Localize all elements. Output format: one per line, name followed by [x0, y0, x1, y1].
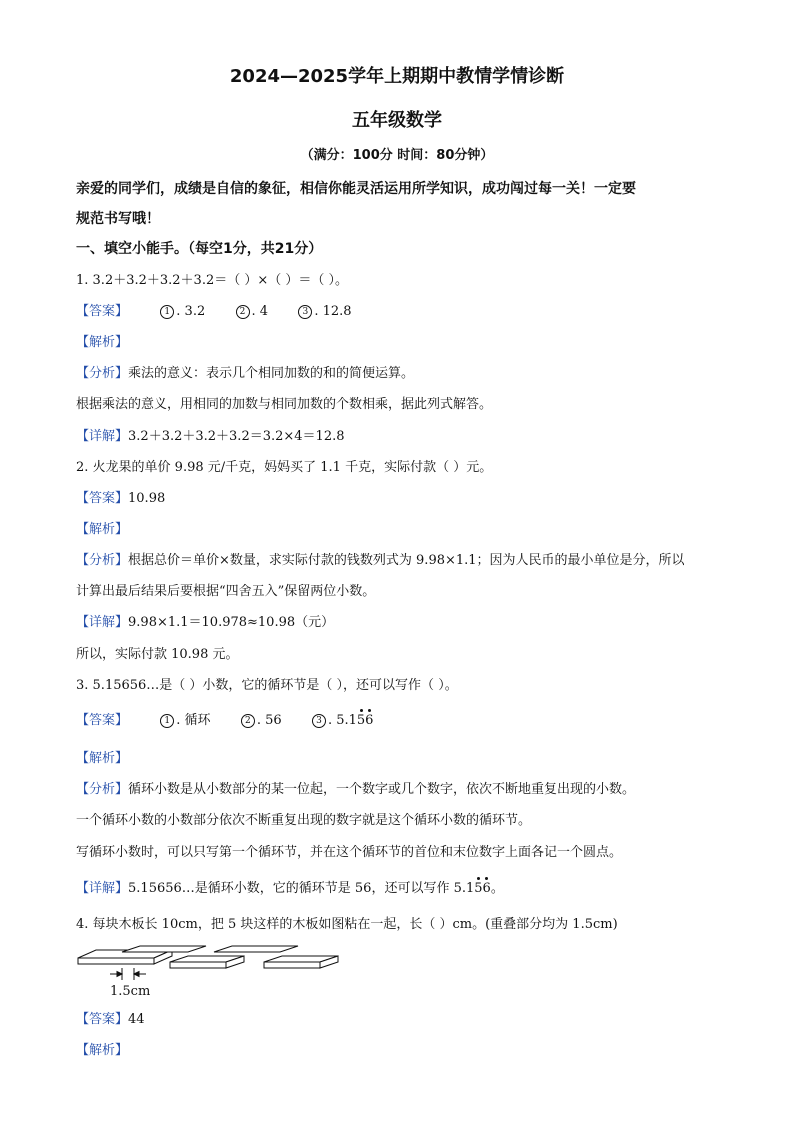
answer-value: . 56 [256, 713, 282, 728]
circled-number: 1 [160, 714, 174, 728]
q3-answer-row [76, 712, 373, 730]
answer-tag: 【答案】 [76, 304, 129, 319]
detail-text: 3.2＋3.2＋3.2＋3.2＝3.2×4＝12.8 [128, 429, 345, 444]
answer-value: 44 [128, 1012, 145, 1027]
question-3: 3. 5.15656…是（ ）小数，它的循环节是（ ），还可以写作（ ）。 [76, 678, 458, 693]
circled-number: 2 [241, 714, 255, 728]
answer-value: 10.98 [128, 491, 166, 506]
analysis-tag: 【解析】 [76, 335, 129, 350]
circled-number: 3 [298, 305, 312, 319]
fenxi-text: 根据总价＝单价×数量，求实际付款的钱数列式为 9.98×1.1；因为人民币的最小单位是分，所以 [128, 553, 685, 568]
q2-answer-row [76, 490, 165, 508]
analysis-tag: 【解析】 [76, 751, 129, 766]
detail-suffix: 。 [490, 881, 504, 896]
q3-fenxi-1 [76, 781, 635, 799]
repeating-digit: 5 [474, 881, 483, 896]
q2-detail [76, 614, 334, 632]
answer-value: . 循环 [176, 713, 211, 728]
analysis-tag: 【解析】 [76, 1043, 129, 1058]
answer-value: . 3.2 [176, 304, 206, 319]
repeating-digit: 6 [365, 713, 374, 728]
circled-number: 2 [236, 305, 250, 319]
page-title: 2024—2025学年上期期中教情学情诊断 [229, 66, 565, 87]
q2-fenxi-1 [76, 552, 685, 570]
repeating-digit: 5 [356, 713, 366, 728]
question-1: 1. 3.2＋3.2＋3.2＋3.2＝（ ）×（ ）＝（ ）。 [76, 273, 349, 288]
answer-value: . 5.1 [327, 713, 357, 728]
intro-line-2: 规范书写哦！ [76, 211, 160, 227]
question-2: 2. 火龙果的单价 9.98 元/千克，妈妈买了 1.1 千克，实际付款（ ）元。 [76, 460, 493, 475]
fenxi-tag: 【分析】 [76, 782, 129, 797]
fenxi-text: 循环小数是从小数部分的某一位起，一个数字或几个数字，依次不断地重复出现的小数。 [128, 782, 636, 797]
detail-text: 9.98×1.1＝10.978≈10.98（元） [128, 615, 335, 630]
q1-detail [76, 428, 345, 446]
fenxi-tag: 【分析】 [76, 366, 129, 381]
repeating-digit: 6 [482, 881, 491, 896]
answer-value: . 4 [251, 304, 269, 319]
q3-fenxi-2: 一个循环小数的小数部分依次不断重复出现的数字就是这个循环小数的循环节。 [76, 813, 532, 828]
page-subtitle: 五年级数学 [352, 110, 442, 131]
answer-tag: 【答案】 [76, 491, 129, 506]
fenxi-tag: 【分析】 [76, 553, 129, 568]
analysis-tag: 【解析】 [76, 522, 129, 537]
q2-conclusion: 所以，实际付款 10.98 元。 [76, 647, 239, 662]
q3-detail [76, 880, 504, 898]
detail-text: 5.15656…是循环小数，它的循环节是 56，还可以写作 5.1 [128, 881, 475, 896]
q3-fenxi-3: 写循环小数时，可以只写第一个循环节，并在这个循环节的首位和末位数字上面各记一个圆点。 [76, 845, 623, 860]
overlap-dimension-marker [110, 968, 146, 980]
intro-line-1: 亲爱的同学们，成绩是自信的象征，相信你能灵活运用所学知识，成功闯过每一关！一定要 [76, 181, 636, 197]
circled-number: 3 [312, 714, 326, 728]
q2-fenxi-2: 计算出最后结果后要根据“四舍五入”保留两位小数。 [76, 584, 376, 599]
board-4 [214, 946, 298, 952]
answer-tag: 【答案】 [76, 713, 129, 728]
q1-fenxi-2: 根据乘法的意义，用相同的加数与相同加数的个数相乘，据此列式解答。 [76, 397, 493, 412]
figure-label: 1.5cm [110, 984, 151, 999]
circled-number: 1 [160, 305, 174, 319]
fenxi-text: 乘法的意义：表示几个相同加数的和的简便运算。 [128, 366, 415, 381]
board-1-front [78, 958, 154, 964]
q1-fenxi-1 [76, 365, 414, 383]
q4-answer-row [76, 1011, 145, 1029]
section-heading: 一、填空小能手。（每空1分，共21分） [76, 241, 323, 257]
detail-tag: 【详解】 [76, 881, 129, 896]
exam-meta: （满分：100分 时间：80分钟） [300, 148, 494, 163]
board-2 [122, 946, 206, 952]
question-4: 4. 每块木板长 10cm，把 5 块这样的木板如图粘在一起，长（ ）cm。(重叠部分均为 1.5cm) [76, 917, 618, 932]
answer-tag: 【答案】 [76, 1012, 129, 1027]
q1-answer-row [76, 303, 352, 321]
detail-tag: 【详解】 [76, 429, 129, 444]
detail-tag: 【详解】 [76, 615, 129, 630]
answer-value: . 12.8 [314, 304, 352, 319]
